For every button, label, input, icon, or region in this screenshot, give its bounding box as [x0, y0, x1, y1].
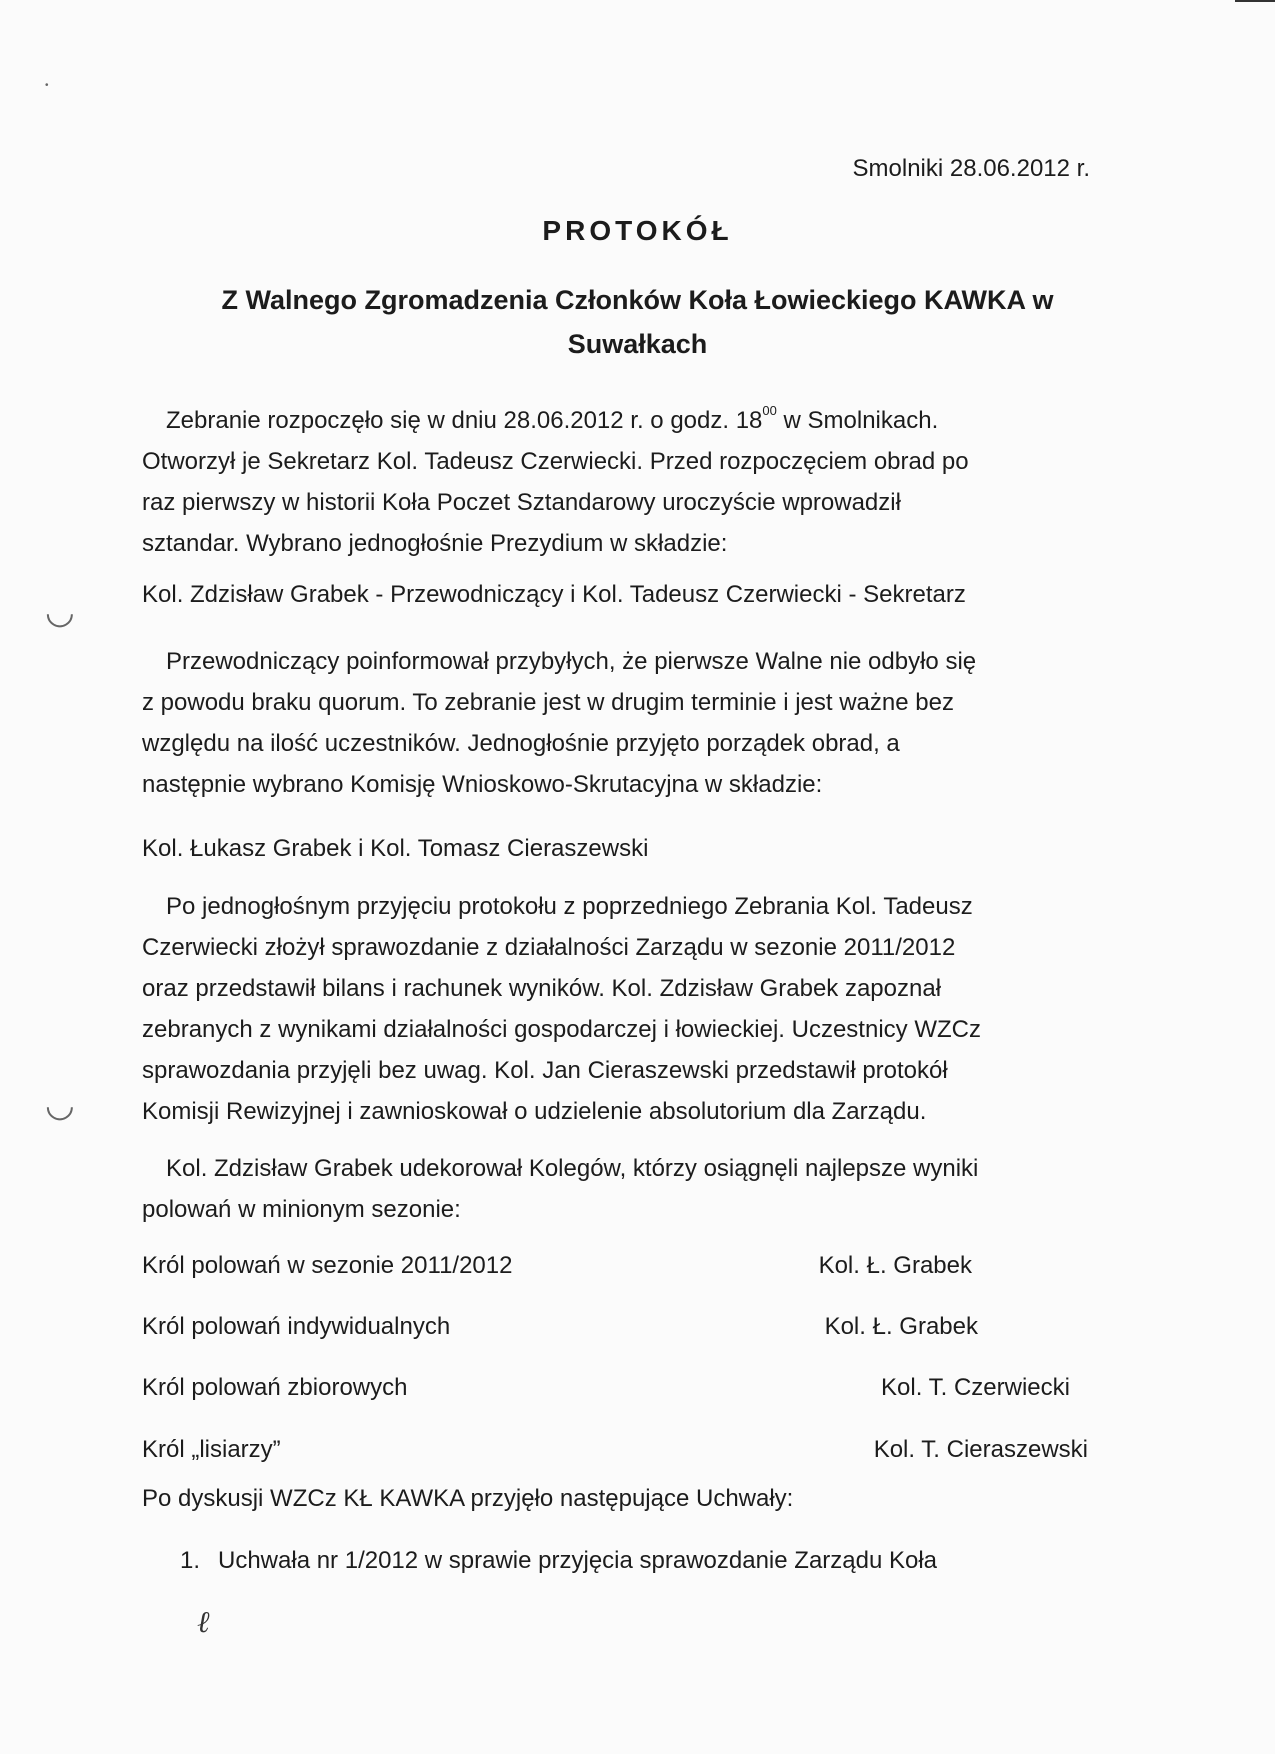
- award-title: Król polowań zbiorowych: [142, 1374, 408, 1401]
- punch-hole-mark: ◡: [45, 593, 75, 631]
- subtitle-line: Suwałkach: [567, 329, 708, 359]
- punch-hole-mark: ◡: [45, 1086, 75, 1124]
- scan-speck: •: [45, 80, 49, 91]
- presidium-line: Kol. Zdzisław Grabek - Przewodniczący i Kol. Tadeusz Czerwiecki - Sekretarz: [142, 581, 966, 608]
- paragraph-line: Kol. Zdzisław Grabek udekorował Kolegów, którzy osiągnęli najlepsze wyniki: [166, 1155, 979, 1182]
- paragraph-line: Przewodniczący poinformował przybyłych, że pierwsze Walne nie odbyło się: [166, 648, 977, 675]
- award-title: Król polowań w sezonie 2011/2012: [142, 1252, 513, 1279]
- paragraph-line: Czerwiecki złożył sprawozdanie z działalności Zarządu w sezonie 2011/2012: [142, 934, 956, 961]
- paragraph-line: [142, 390, 1088, 441]
- commission-line: Kol. Łukasz Grabek i Kol. Tomasz Cieraszewski: [142, 835, 649, 862]
- paragraph-line: następnie wybrano Komisję Wnioskowo-Skrutacyjna w składzie:: [142, 771, 823, 798]
- resolutions-intro: Po dyskusji WZCz KŁ KAWKA przyjęło następujące Uchwały:: [142, 1485, 794, 1512]
- paragraph-line: raz pierwszy w historii Koła Poczet Sztandarowy uroczyście wprowadził: [142, 489, 901, 516]
- paragraph-line: Komisji Rewizyjnej i zawnioskował o udzielenie absolutorium dla Zarządu.: [142, 1098, 927, 1125]
- paragraph-line: względu na ilość uczestników. Jednogłośnie przyjęto porządek obrad, a: [142, 730, 900, 757]
- award-recipient: Kol. Ł. Grabek: [818, 1252, 972, 1279]
- paragraph-quorum: [142, 641, 1088, 805]
- award-recipient: Kol. T. Czerwiecki: [881, 1374, 1070, 1401]
- paragraph-line: sprawozdania przyjęli bez uwag. Kol. Jan Cieraszewski przedstawił protokół: [142, 1057, 948, 1084]
- paragraph-report: [142, 886, 1088, 1132]
- paragraph-opening: [142, 390, 1088, 564]
- initial-signature-mark: ℓ: [197, 1605, 210, 1640]
- resolution-item: [180, 1540, 1080, 1581]
- document-subtitle: [0, 278, 1275, 366]
- paragraph-awards: [142, 1148, 1088, 1230]
- paragraph-line: oraz przedstawił bilans i rachunek wyników. Kol. Zdzisław Grabek zapoznał: [142, 975, 942, 1002]
- paragraph-line: sztandar. Wybrano jednogłośnie Prezydium w składzie:: [142, 530, 728, 557]
- paragraph-line: polowań w minionym sezonie:: [142, 1196, 461, 1223]
- award-title: Król „lisiarzy”: [142, 1436, 281, 1463]
- place-date: Smolniki 28.06.2012 r.: [852, 155, 1090, 182]
- resolution-number: 1.: [180, 1547, 201, 1574]
- document-title: PROTOKÓŁ: [542, 215, 733, 246]
- paragraph-line: zebranych z wynikami działalności gospodarczej i łowieckiej. Uczestnicy WZCz: [142, 1016, 981, 1043]
- time-superscript: 00: [762, 403, 777, 418]
- subtitle-line: Z Walnego Zgromadzenia Członków Koła Łowieckiego KAWKA w: [221, 285, 1054, 315]
- paragraph-line: Po jednogłośnym przyjęciu protokołu z poprzedniego Zebrania Kol. Tadeusz: [166, 893, 973, 920]
- scan-edge-mark: [1235, 0, 1275, 2]
- award-title: Król polowań indywidualnych: [142, 1313, 451, 1340]
- paragraph-line-text: Zebranie rozpoczęło się w dniu 28.06.2012 r. o godz. 18: [166, 407, 763, 434]
- paragraph-line-text: w Smolnikach.: [776, 407, 939, 434]
- award-recipient: Kol. T. Cieraszewski: [873, 1436, 1088, 1463]
- resolution-text: Uchwała nr 1/2012 w sprawie przyjęcia sprawozdanie Zarządu Koła: [218, 1547, 938, 1574]
- paragraph-line: z powodu braku quorum. To zebranie jest w drugim terminie i jest ważne bez: [142, 689, 954, 716]
- paragraph-line: Otworzył je Sekretarz Kol. Tadeusz Czerwiecki. Przed rozpoczęciem obrad po: [142, 448, 969, 475]
- award-recipient: Kol. Ł. Grabek: [824, 1313, 978, 1340]
